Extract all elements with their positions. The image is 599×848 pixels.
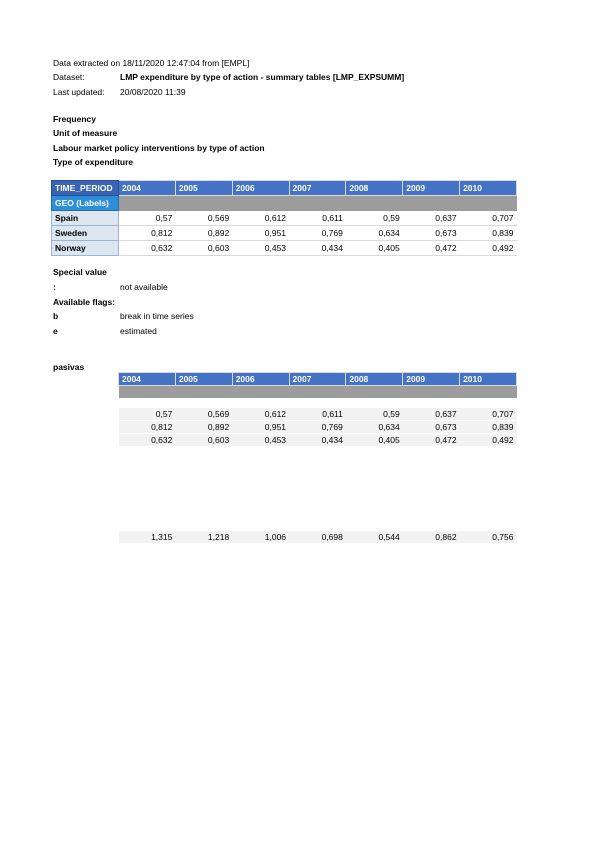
table-cell: 0,405 xyxy=(346,434,403,447)
table-cell: 0,492 xyxy=(460,241,517,256)
table-cell: 0,673 xyxy=(403,421,460,434)
table-cell: 0,769 xyxy=(289,421,346,434)
geo-labels-header: GEO (Labels) xyxy=(52,196,119,211)
year-header: 2004 xyxy=(119,373,176,386)
table-cell: 0,603 xyxy=(175,241,232,256)
year-header: 2004 xyxy=(118,181,175,196)
table-cell: 0,707 xyxy=(460,211,517,226)
extraction-info: Data extracted on 18/11/2020 12:47:04 from [EMPL] xyxy=(53,58,250,68)
table-cell: 0,839 xyxy=(460,226,517,241)
year-header: 2005 xyxy=(175,181,232,196)
total-cell: 0,698 xyxy=(289,531,346,544)
total-cell: 0,862 xyxy=(403,531,460,544)
year-header: 2010 xyxy=(460,181,517,196)
table-row xyxy=(119,421,517,434)
table-cell: 0,57 xyxy=(119,408,176,421)
dataset-label: Dataset: xyxy=(53,72,85,82)
table-cell: 0,634 xyxy=(346,421,403,434)
table-cell: 0,569 xyxy=(175,408,232,421)
flag-desc: estimated xyxy=(120,326,157,336)
year-header: 2007 xyxy=(289,181,346,196)
geo-header-row xyxy=(52,196,517,211)
flags-title: Available flags: xyxy=(53,297,116,307)
table-row xyxy=(52,241,517,256)
special-symbol-desc: not available xyxy=(120,282,168,292)
table-cell: 0,569 xyxy=(175,211,232,226)
total-cell: 0,756 xyxy=(460,531,517,544)
table-cell: 0,673 xyxy=(403,226,460,241)
table-row xyxy=(119,408,517,421)
table-cell: 0,951 xyxy=(232,226,289,241)
dataset-value: LMP expenditure by type of action - summary tables [LMP_EXPSUMM] xyxy=(120,72,405,82)
table-cell: 0,612 xyxy=(232,211,289,226)
table-header-row xyxy=(52,181,517,196)
table-cell: 0,632 xyxy=(119,434,176,447)
year-header: 2009 xyxy=(403,373,460,386)
table-cell: 0,707 xyxy=(460,408,517,421)
total-cell: 0,544 xyxy=(346,531,403,544)
year-header: 2006 xyxy=(232,181,289,196)
year-header: 2010 xyxy=(460,373,517,386)
time-period-header: TIME_PERIOD xyxy=(52,181,119,196)
table-cell: 0,434 xyxy=(289,241,346,256)
year-header: 2005 xyxy=(175,373,232,386)
table-cell: 0,612 xyxy=(232,408,289,421)
country-label: Spain xyxy=(52,211,119,226)
year-header: 2007 xyxy=(289,373,346,386)
data-table xyxy=(51,180,517,256)
country-label: Norway xyxy=(52,241,119,256)
country-label: Sweden xyxy=(52,226,119,241)
year-header: 2009 xyxy=(403,181,460,196)
dimension-lmp-interventions: Labour market policy interventions by type of action xyxy=(53,143,265,153)
table-cell: 0,453 xyxy=(232,241,289,256)
table-row xyxy=(52,226,517,241)
table-cell: 0,839 xyxy=(460,421,517,434)
table-cell: 0,892 xyxy=(175,226,232,241)
special-symbol: : xyxy=(53,282,56,292)
last-updated-value: 20/08/2020 11:39 xyxy=(120,87,186,97)
table-cell: 0,611 xyxy=(289,408,346,421)
dimension-unit: Unit of measure xyxy=(53,128,118,138)
table-cell: 0,603 xyxy=(175,434,232,447)
totals-row xyxy=(119,531,517,544)
year-header: 2008 xyxy=(346,373,403,386)
special-value-title: Special value xyxy=(53,267,107,277)
flag-code: e xyxy=(53,326,58,336)
table-cell: 0,434 xyxy=(289,434,346,447)
table-cell: 0,611 xyxy=(289,211,346,226)
table-cell: 0,951 xyxy=(232,421,289,434)
year-header: 2006 xyxy=(232,373,289,386)
table-cell: 0,405 xyxy=(346,241,403,256)
pasivas-table xyxy=(118,372,517,544)
table-cell: 0,892 xyxy=(175,421,232,434)
dimension-expenditure-type: Type of expenditure xyxy=(53,157,134,167)
table-header-row xyxy=(119,373,517,386)
table-cell: 0,637 xyxy=(403,408,460,421)
total-cell: 1,315 xyxy=(119,531,176,544)
table-cell: 0,812 xyxy=(118,226,175,241)
table-cell: 0,59 xyxy=(346,211,403,226)
table-cell: 0,492 xyxy=(460,434,517,447)
dimension-frequency: Frequency xyxy=(53,114,96,124)
total-cell: 1,006 xyxy=(232,531,289,544)
table-row xyxy=(52,211,517,226)
table-row xyxy=(119,434,517,447)
last-updated-label: Last updated: xyxy=(53,87,105,97)
table-cell: 0,453 xyxy=(232,434,289,447)
table-cell: 0,634 xyxy=(346,226,403,241)
table-cell: 0,812 xyxy=(119,421,176,434)
table-cell: 0,472 xyxy=(403,241,460,256)
table-cell: 0,769 xyxy=(289,226,346,241)
flag-desc: break in time series xyxy=(120,311,194,321)
geo-header-row xyxy=(119,386,517,399)
table-cell: 0,59 xyxy=(346,408,403,421)
flag-code: b xyxy=(53,311,59,321)
table-cell: 0,632 xyxy=(118,241,175,256)
sheet-section-title: pasivas xyxy=(53,362,85,372)
table-cell: 0,637 xyxy=(403,211,460,226)
year-header: 2008 xyxy=(346,181,403,196)
total-cell: 1,218 xyxy=(175,531,232,544)
table-cell: 0,57 xyxy=(118,211,175,226)
table-cell: 0,472 xyxy=(403,434,460,447)
